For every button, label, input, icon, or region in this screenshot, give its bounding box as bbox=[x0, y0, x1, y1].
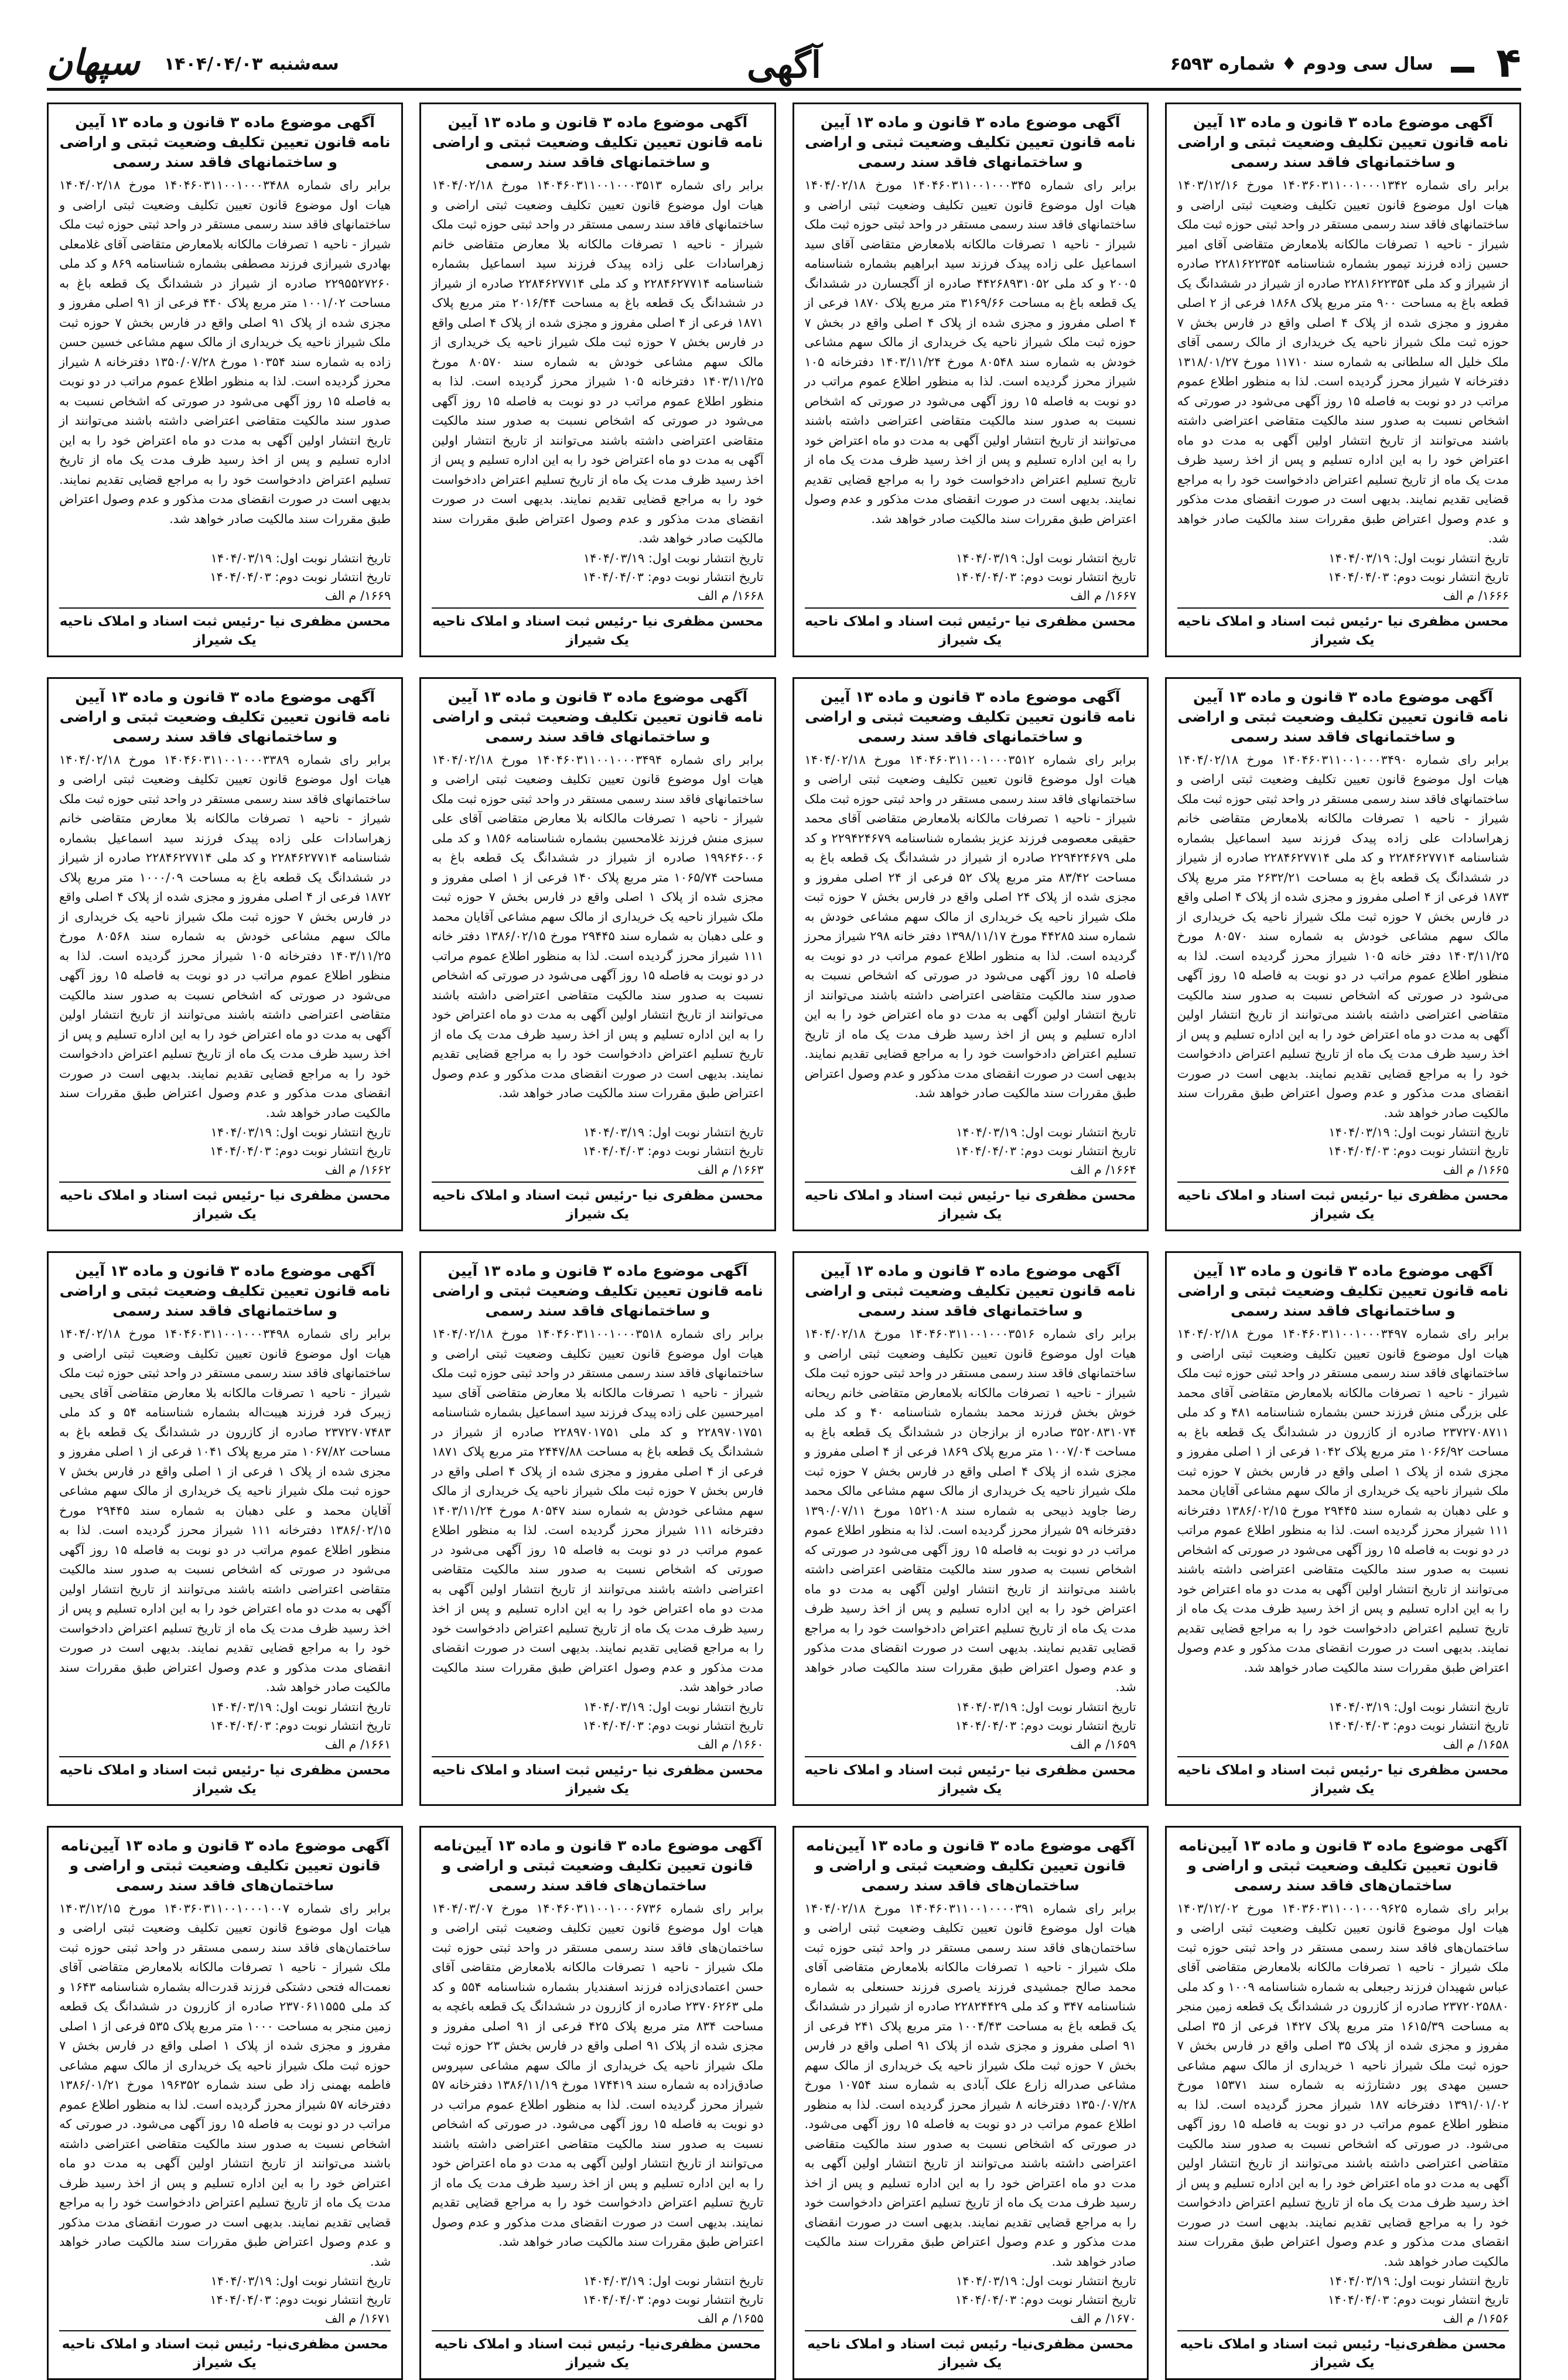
ad-box bbox=[792, 1251, 1149, 1806]
ad-body: برابر رای شماره ۱۴۰۴۶۰۳۱۱۰۰۱۰۰۰۳۴۹۴ مورخ ۱۴۰۴/۰۲/۱۸ هیات اول موضوع قانون تعیین تکلیف وضعیت ثبتی اراضی و ساختمانهای فاقد سند رسمی مستقر در واحد ثبتی حوزه ثبت ملک شیراز - ناحیه ۱ تصرفات مالکانه بلا معارض متقاضی آقای علی سبزی منش فرزند غلامحسین بشماره شناسنامه ۱۸۵۶ و کد ملی ۱۹۹۶۴۶۰۰۶ صادره از شیراز در ششدانگ یک قطعه باغ به مساحت ۱۰۶۵/۷۴ متر مربع پلاک ۱۴۰ فرعی از ۱ اصلی مفروز و مجزی شده از پلاک ۱ اصلی واقع در فارس بخش ۷ حوزه ثبت ملک شیراز ناحیه یک خریداری از مالک سهم مشاعی آقایان محمد و علی دهبان به شماره سند ۲۹۴۴۵ مورخ ۱۳۸۶/۰۲/۱۵ دفتر خانه ۱۱۱ شیراز محرز گردیده است. لذا به منظور اطلاع عموم مراتب در دو نوبت به فاصله ۱۵ روز آگهی می‌شود در صورتی که اشخاص نسبت به صدور سند مالکیت متقاضی اعتراضی داشته باشند می‌توانند از تاریخ انتشار اولین آگهی به مدت دو ماه اعتراض خود را به این اداره تسلیم و پس از اخذ رسید ظرف مدت یک ماه از تاریخ تسلیم اعتراض دادخواست خود را به مراجع قضایی تقدیم نمایند. بدیهی است در صورت انقضای مدت مذکور و عدم وصول اعتراض طبق مقررات سند مالکیت صادر خواهد شد. bbox=[432, 750, 763, 1124]
ad-title: آگهی موضوع ماده ۳ قانون و ماده ۱۳ آیین نامه قانون تعیین تکلیف وضعیت ثبتی و اراضی و ساختمانهای فاقد سند رسمی bbox=[432, 112, 763, 172]
ad-body: برابر رای شماره ۱۴۰۴۶۰۳۱۱۰۰۱۰۰۰۳۵۱۶ مورخ ۱۴۰۴/۰۲/۱۸ هیات اول موضوع قانون تعیین تکلیف وضعیت ثبتی اراضی و ساختمانهای فاقد سند رسمی مستقر در واحد ثبتی حوزه ثبت ملک شیراز - ناحیه ۱ تصرفات مالکانه بلامعارض متقاضی خانم ریحانه خوش بخش فرزند محمد بشماره شناسنامه ۴۰ و کد ملی ۳۵۲۰۸۳۱۰۷۴ صادره از برازجان در ششدانگ یک قطعه باغ به مساحت ۱۰۰۷/۰۴ متر مربع پلاک ۱۸۶۹ فرعی از ۴ اصلی مفروز و مجزی شده از پلاک ۴ اصلی واقع در فارس بخش ۷ حوزه ثبت ملک شیراز ناحیه یک خریداری از مالک سهم مشاعی مالک محمد رضا جاوید ذبیحی به شماره سند ۱۵۲۱۰۸ مورخ ۱۳۹۰/۰۷/۱۱ دفترخانه ۵۹ شیراز محرز گردیده است. لذا به منظور اطلاع عموم مراتب در دو نوبت به فاصله ۱۵ روز آگهی می‌شود در صورتی که اشخاص نسبت به صدور سند مالکیت متقاضی اعتراضی داشته باشند می‌توانند از تاریخ انتشار اولین آگهی به مدت دو ماه اعتراض خود را به این اداره تسلیم و پس از اخذ رسید ظرف مدت یک ماه از تاریخ تسلیم اعتراض دادخواست خود را به مراجع قضایی تقدیم نمایند. بدیهی است در صورت انقضای مدت مذکور و عدم وصول اعتراض طبق مقررات سند مالکیت صادر خواهد شد. bbox=[805, 1324, 1136, 1698]
ad-title: آگهی موضوع ماده ۳ قانون و ماده ۱۳ آیین نامه قانون تعیین تکلیف وضعیت ثبتی و اراضی و ساختمانهای فاقد سند رسمی bbox=[805, 112, 1136, 172]
ad-title: آگهی موضوع ماده ۳ قانون و ماده ۱۳ آیین نامه قانون تعیین تکلیف وضعیت ثبتی و اراضی و ساختمانهای فاقد سند رسمی bbox=[1177, 112, 1509, 172]
ad-body: برابر رای شماره ۱۴۰۴۶۰۳۱۱۰۰۱۰۰۰۳۴۹۷ مورخ ۱۴۰۴/۰۲/۱۸ هیات اول موضوع قانون تعیین تکلیف وضعیت ثبتی اراضی و ساختمانهای فاقد سند رسمی مستقر در واحد ثبتی حوزه ثبت ملک شیراز - ناحیه ۱ تصرفات مالکانه بلامعارض متقاضی آقای محمد علی بزرگی منش فرزند حسن بشماره شناسنامه ۴۸۱ و کد ملی ۲۳۷۲۷۰۸۷۱۱ صادره از کازرون در ششدانگ یک قطعه باغ به مساحت ۱۰۶۶/۹۲ متر مربع پلاک ۱۰۴۲ فرعی از ۱ اصلی مفروز و مجزی شده از پلاک ۱ اصلی واقع در فارس بخش ۷ حوزه ثبت ملک شیراز ناحیه یک خریداری از مالک سهم مشاعی آقایان محمد و علی دهبان به شماره سند ۲۹۴۴۵ مورخ ۱۳۸۶/۰۲/۱۵ دفترخانه ۱۱۱ شیراز محرز گردیده است. لذا به منظور اطلاع عموم مراتب در دو نوبت به فاصله ۱۵ روز آگهی می‌شود در صورتی که اشخاص نسبت به صدور سند مالکیت متقاضی اعتراضی داشته باشند می‌توانند از تاریخ انتشار اولین آگهی به مدت دو ماه اعتراض خود را به این اداره تسلیم و پس از اخذ رسید ظرف مدت یک ماه از تاریخ تسلیم اعتراض دادخواست خود را به مراجع قضایی تقدیم نمایند. بدیهی است در صورت انقضای مدت مذکور و عدم وصول اعتراض طبق مقررات سند مالکیت صادر خواهد شد. bbox=[1177, 1324, 1509, 1698]
ad-title: آگهی موضوع ماده ۳ قانون و ماده ۱۳ آیین نامه قانون تعیین تکلیف وضعیت ثبتی و اراضی و ساختمانهای فاقد سند رسمی bbox=[432, 687, 763, 747]
ad-box bbox=[1165, 1826, 1521, 2380]
ad-box bbox=[419, 1251, 776, 1806]
ad-date-first: تاریخ انتشار نوبت اول: ۱۴۰۴/۰۳/۱۹ bbox=[432, 1698, 763, 1716]
ad-box bbox=[419, 103, 776, 657]
ad-box bbox=[47, 1251, 403, 1806]
ad-date-first: تاریخ انتشار نوبت اول: ۱۴۰۴/۰۳/۱۹ bbox=[1177, 1698, 1509, 1716]
ad-title: آگهی موضوع ماده ۳ قانون و ماده ۱۳ آیین نامه قانون تعیین تکلیف وضعیت ثبتی و اراضی و ساختمانهای فاقد سند رسمی bbox=[805, 687, 1136, 747]
ad-date-second: تاریخ انتشار نوبت دوم: ۱۴۰۴/۰۴/۰۳ bbox=[59, 1142, 391, 1160]
publish-date: سه‌شنبه ۱۴۰۴/۰۴/۰۳ bbox=[164, 54, 339, 74]
ad-body: برابر رای شماره ۱۴۰۳۶۰۳۱۱۰۰۱۰۰۰۹۶۲۵ مورخ ۱۴۰۳/۱۲/۰۲ هیات اول موضوع قانون تعیین تکلیف وضعیت ثبتی اراضی و ساختمان‌های فاقد سند رسمی مستقر در واحد ثبتی حوزه ثبت ملک شیراز - ناحیه ۱ تصرفات مالکانه بلامعارض متقاضی آقای عباس شهیدان فرزند رجبعلی به شماره شناسنامه ۱۰۰۹ و کد ملی ۲۳۷۲۰۲۵۸۸۰ صادره از کازرون در ششدانگ یک قطعه زمین منجر به مساحت ۱۶۱۵/۳۹ متر مربع پلاک ۱۴۲۷ فرعی از ۳۵ اصلی مفروز و مجزی شده از پلاک ۳۵ اصلی واقع در فارس بخش ۷ حوزه ثبت ملک شیراز ناحیه ۱ خریداری از مالک سهم مشاعی حسین مهدی پور دشتارژنه به شماره سند ۱۵۳۷۱ مورخ ۱۳۹۱/۰۱/۰۲ دفترخانه ۱۸۷ شیراز محرز گردیده است. لذا به منظور اطلاع عموم مراتب در دو نوبت به فاصله ۱۵ روز آگهی می‌شود. در صورتی که اشخاص نسبت به صدور سند مالکیت متقاضی اعتراضی داشته باشند می‌توانند از تاریخ انتشار اولین آگهی به مدت دو ماه اعتراض خود را به این اداره تسلیم و پس از اخذ رسید ظرف مدت یک ماه از تاریخ تسلیم اعتراض دادخواست خود را به مراجع قضایی تقدیم نمایند. بدیهی است در صورت انقضای مدت مذکور و عدم وصول اعتراض طبق مقررات سند مالکیت صادر خواهد شد. bbox=[1177, 1899, 1509, 2272]
ad-body: برابر رای شماره ۱۴۰۴۶۰۳۱۱۰۰۱۰۰۰۳۵۱۲ مورخ ۱۴۰۴/۰۲/۱۸ هیات اول موضوع قانون تعیین تکلیف وضعیت ثبتی اراضی و ساختمانهای فاقد سند رسمی مستقر در واحد ثبتی حوزه ثبت ملک شیراز - ناحیه ۱ تصرفات مالکانه بلامعارض متقاضی آقای محمد حقیقی معصومی فرزند عزیز بشماره شناسنامه ۲۲۹۴۲۴۶۷۹ و کد ملی ۲۲۹۴۲۴۶۷۹ صادره از شیراز در ششدانگ یک قطعه باغ به مساحت ۸۳/۴۲ متر مربع پلاک ۵۲ فرعی از ۲۴ اصلی مفروز و مجزی شده از پلاک ۲۴ اصلی واقع در فارس بخش ۷ حوزه ثبت ملک شیراز ناحیه یک خریداری از مالک سهم مشاعی خودش به شماره سند ۴۴۲۸۵ مورخ ۱۳۹۸/۱۱/۱۷ دفتر خانه ۲۹۸ شیراز محرز گردیده است. لذا به منظور اطلاع عموم مراتب در دو نوبت به فاصله ۱۵ روز آگهی می‌شود در صورتی که اشخاص نسبت به صدور سند مالکیت متقاضی اعتراضی داشته باشند می‌توانند از تاریخ انتشار اولین آگهی به مدت دو ماه اعتراض خود را به این اداره تسلیم و پس از اخذ رسید ظرف مدت یک ماه از تاریخ تسلیم اعتراض دادخواست خود را به مراجع قضایی تقدیم نمایند. بدیهی است در صورت انقضای مدت مذکور و عدم وصول اعتراض طبق مقررات سند مالکیت صادر خواهد شد. bbox=[805, 750, 1136, 1124]
ad-date-first: تاریخ انتشار نوبت اول: ۱۴۰۴/۰۳/۱۹ bbox=[59, 1698, 391, 1716]
ad-code: ۱۶۵۹/ م الف bbox=[805, 1735, 1136, 1754]
page-number-bar bbox=[1451, 67, 1474, 73]
ad-date-first: تاریخ انتشار نوبت اول: ۱۴۰۴/۰۳/۱۹ bbox=[432, 2272, 763, 2290]
ad-date-second: تاریخ انتشار نوبت دوم: ۱۴۰۴/۰۴/۰۳ bbox=[432, 1716, 763, 1735]
ads-grid bbox=[47, 103, 1521, 2188]
ad-date-first: تاریخ انتشار نوبت اول: ۱۴۰۴/۰۳/۱۹ bbox=[805, 2272, 1136, 2290]
ad-code: ۱۶۷۰/ م الف bbox=[805, 2309, 1136, 2328]
ad-box bbox=[419, 1826, 776, 2380]
ad-title: آگهی موضوع ماده ۳ قانون و ماده ۱۳ آیین نامه قانون تعیین تکلیف وضعیت ثبتی و اراضی و ساختمانهای فاقد سند رسمی bbox=[805, 1261, 1136, 1321]
ad-box bbox=[792, 103, 1149, 657]
ad-date-second: تاریخ انتشار نوبت دوم: ۱۴۰۴/۰۴/۰۳ bbox=[805, 2290, 1136, 2309]
ad-code: ۱۶۶۴/ م الف bbox=[805, 1160, 1136, 1179]
ad-body: برابر رای شماره ۱۴۰۴۶۰۳۱۱۰۰۱۰۰۰۳۴۹۸ مورخ ۱۴۰۴/۰۲/۱۸ هیات اول موضوع قانون تعیین تکلیف وضعیت ثبتی اراضی و ساختمانهای فاقد سند رسمی مستقر در واحد ثبتی حوزه ثبت ملک شیراز - ناحیه ۱ تصرفات مالکانه بلا معارض متقاضی آقای یحیی زیبرک فرد فرزند هیبت‌اله بشماره شناسنامه ۵۴ و کد ملی ۲۳۷۲۷۰۷۴۸۳ صادره از کازرون در ششدانگ یک قطعه باغ به مساحت ۱۰۶۷/۸۲ متر مربع پلاک ۱۰۴۱ فرعی از ۱ اصلی مفروز و مجزی شده از پلاک ۱ فرعی از ۱ اصلی واقع در فارس بخش ۷ حوزه ثبت ملک شیراز ناحیه یک خریداری از مالک سهم مشاعی آقایان محمد و علی دهبان به شماره سند ۲۹۴۴۵ مورخ ۱۳۸۶/۰۲/۱۵ دفترخانه ۱۱۱ شیراز محرز گردیده است. لذا به منظور اطلاع عموم مراتب در دو نوبت به فاصله ۱۵ روز آگهی می‌شود در صورتی که اشخاص نسبت به صدور سند مالکیت متقاضی اعتراضی داشته باشند می‌توانند از تاریخ انتشار اولین آگهی به مدت دو ماه اعتراض خود را به این اداره تسلیم و پس از اخذ رسید ظرف مدت یک ماه از تاریخ تسلیم اعتراض دادخواست خود را به مراجع قضایی تقدیم نمایند. بدیهی است در صورت انقضای مدت مذکور و عدم وصول اعتراض طبق مقررات سند مالکیت صادر خواهد شد. bbox=[59, 1324, 391, 1698]
ad-date-first: تاریخ انتشار نوبت اول: ۱۴۰۴/۰۳/۱۹ bbox=[805, 549, 1136, 568]
newspaper-logo: سپهان bbox=[47, 42, 139, 83]
ad-title: آگهی موضوع ماده ۳ قانون و ماده ۱۳ آیین نامه قانون تعیین تکلیف وضعیت ثبتی و اراضی و ساختمانهای فاقد سند رسمی bbox=[59, 112, 391, 172]
ad-box bbox=[1165, 103, 1521, 657]
ad-signer: محسن مظفری نیا -رئیس ثبت اسناد و املاک ناحیه یک شیراز bbox=[432, 1182, 763, 1224]
ad-date-first: تاریخ انتشار نوبت اول: ۱۴۰۴/۰۳/۱۹ bbox=[432, 1123, 763, 1142]
ad-signer: محسن مظفری‌نیا- رئیس ثبت اسناد و املاک ناحیه یک شیراز bbox=[805, 2330, 1136, 2372]
ad-body: برابر رای شماره ۱۴۰۴۶۰۳۱۱۰۰۱۰۰۰۳۴۸۸ مورخ ۱۴۰۴/۰۲/۱۸ هیات اول موضوع قانون تعیین تکلیف وضعیت ثبتی اراضی و ساختمانهای فاقد سند رسمی مستقر در واحد ثبتی حوزه ثبت ملک شیراز - ناحیه ۱ تصرفات مالکانه بلامعارض متقاضی آقای غلامعلی بهادری شیرازی فرزند مصطفی بشماره شناسنامه ۸۶۹ و کد ملی ۲۲۹۵۵۲۷۲۶۰ صادره از شیراز در ششدانگ یک قطعه باغ به مساحت ۱۰۰۱/۰۲ متر مربع پلاک ۴۴۰ فرعی از ۹۱ اصلی مفروز و مجزی شده از پلاک ۹۱ اصلی واقع در فارس بخش ۷ حوزه ثبت ملک شیراز ناحیه یک خریداری از مالک سهم مشاعی خسین حسن زاده به شماره سند ۱۰۳۵۴ مورخ ۱۳۵۰/۰۷/۲۸ دفترخانه ۸ شیراز محرز گردیده است. لذا به منظور اطلاع عموم مراتب در دو نوبت به فاصله ۱۵ روز آگهی می‌شود در صورتی که اشخاص نسبت به صدور سند مالکیت متقاضی اعتراضی داشته باشند می‌توانند از تاریخ انتشار اولین آگهی به مدت دو ماه اعتراض خود را به این اداره تسلیم و پس از اخذ رسید ظرف مدت یک ماه از تاریخ تسلیم اعتراض دادخواست خود را به مراجع قضایی تقدیم نمایند. بدیهی است در صورت انقضای مدت مذکور و عدم وصول اعتراض طبق مقررات سند مالکیت صادر خواهد شد. bbox=[59, 176, 391, 549]
ad-code: ۱۶۵۶/ م الف bbox=[1177, 2309, 1509, 2328]
ad-date-second: تاریخ انتشار نوبت دوم: ۱۴۰۴/۰۴/۰۳ bbox=[1177, 1142, 1509, 1160]
ad-code: ۱۶۶۱/ م الف bbox=[59, 1735, 391, 1754]
ad-date-second: تاریخ انتشار نوبت دوم: ۱۴۰۴/۰۴/۰۳ bbox=[805, 1716, 1136, 1735]
ad-code: ۱۶۷۱/ م الف bbox=[59, 2309, 391, 2328]
ad-code: ۱۶۶۰/ م الف bbox=[432, 1735, 763, 1754]
ad-date-second: تاریخ انتشار نوبت دوم: ۱۴۰۴/۰۴/۰۳ bbox=[805, 568, 1136, 586]
ad-box bbox=[47, 677, 403, 1232]
ad-date-second: تاریخ انتشار نوبت دوم: ۱۴۰۴/۰۴/۰۳ bbox=[1177, 1716, 1509, 1735]
ad-title: آگهی موضوع ماده ۳ قانون و ماده ۱۳ آیین‌نامه قانون تعیین تکلیف وضعیت ثبتی و اراضی و ساختمان‌های فاقد سند رسمی bbox=[432, 1836, 763, 1896]
page-number: ۴ bbox=[1496, 42, 1521, 83]
ad-body: برابر رای شماره ۱۴۰۴۶۰۳۱۱۰۰۱۰۰۰۳۴۹۰ مورخ ۱۴۰۴/۰۲/۱۸ هیات اول موضوع قانون تعیین تکلیف وضعیت ثبتی اراضی و ساختمانهای فاقد سند رسمی مستقر در واحد ثبتی حوزه ثبت ملک شیراز - ناحیه ۱ تصرفات مالکانه بلامعارض متقاضی خانم زهراسادات علی زاده پیدک فرزند سید اسماعیل بشماره شناسنامه ۲۲۸۴۶۲۷۷۱۴ و کد ملی ۲۲۸۴۶۲۷۷۱۴ صادره از شیراز در ششدانگ یک قطعه باغ به مساحت ۲۶۳۲/۲۱ متر مربع پلاک ۱۸۷۳ فرعی از ۴ اصلی مفروز و مجزی شده از پلاک ۴ اصلی واقع در فارس بخش ۷ حوزه ثبت ملک شیراز ناحیه یک خریداری از مالک سهم مشاعی خودش به شماره سند ۸۰۵۷۰ مورخ ۱۴۰۳/۱۱/۲۵ دفتر خانه ۱۰۵ شیراز محرز گردیده است. لذا به منظور اطلاع عموم مراتب در دو نوبت به فاصله ۱۵ روز آگهی می‌شود در صورتی که اشخاص نسبت به صدور سند مالکیت متقاضی اعتراضی داشته باشند می‌توانند از تاریخ انتشار اولین آگهی به مدت دو ماه اعتراض خود را به این اداره تسلیم و پس از اخذ رسید ظرف مدت یک ماه از تاریخ تسلیم اعتراض دادخواست خود را به مراجع قضایی تقدیم نمایند. بدیهی است در صورت انقضای مدت مذکور و عدم وصول اعتراض طبق مقررات سند مالکیت صادر خواهد شد. bbox=[1177, 750, 1509, 1124]
ad-box bbox=[1165, 1251, 1521, 1806]
ad-signer: محسن مظفری نیا -رئیس ثبت اسناد و املاک ناحیه یک شیراز bbox=[1177, 607, 1509, 650]
ad-body: برابر رای شماره ۱۴۰۳۶۰۳۱۱۰۰۱۰۰۰۱۳۴۲ مورخ ۱۴۰۳/۱۲/۱۶ هیات اول موضوع قانون تعیین تکلیف وضعیت ثبتی اراضی و ساختمانهای فاقد سند رسمی مستقر در واحد ثبتی حوزه ثبت ملک شیراز - ناحیه ۱ تصرفات مالکانه بلامعارض متقاضی آقای امیر حسین زاده فرزند تیمور بشماره شناسنامه ۲۲۸۱۶۲۲۳۵۴ صادره از شیراز و کد ملی ۲۲۸۱۶۲۲۳۵۴ صادره از شیراز در ششدانگ یک قطعه باغ به مساحت ۹۰۰ متر مربع پلاک ۱۸۶۸ فرعی از ۲ اصلی مفروز و مجزی شده از پلاک ۴ اصلی واقع در فارس بخش ۷ حوزه ثبت ملک شیراز ناحیه یک خریداری از مالک رسمی آقای ملک خلیل اله سلطانی به شماره سند ۱۱۷۱۰ مورخ ۱۳۱۸/۰۱/۲۷ دفترخانه ۷ شیراز محرز گردیده است. لذا به منظور اطلاع عموم مراتب در دو نوبت به فاصله ۱۵ روز آگهی می‌شود در صورتی که اشخاص نسبت به صدور سند مالکیت متقاضی اعتراضی داشته باشند می‌توانند از تاریخ انتشار اولین آگهی به مدت دو ماه اعتراض خود را به این اداره تسلیم و پس از اخذ رسید ظرف مدت یک ماه از تاریخ تسلیم اعتراض دادخواست خود را به مراجع قضایی تقدیم نمایند. بدیهی است در صورت انقضای مدت مذکور و عدم وصول اعتراض طبق مقررات سند مالکیت صادر خواهد شد. bbox=[1177, 176, 1509, 549]
issue-info: سال سی ودوم ♦ شماره ۶۵۹۳ bbox=[1170, 54, 1433, 74]
ad-date-first: تاریخ انتشار نوبت اول: ۱۴۰۴/۰۳/۱۹ bbox=[59, 2272, 391, 2290]
ad-date-first: تاریخ انتشار نوبت اول: ۱۴۰۴/۰۳/۱۹ bbox=[1177, 549, 1509, 568]
ad-signer: محسن مظفری نیا -رئیس ثبت اسناد و املاک ناحیه یک شیراز bbox=[432, 607, 763, 650]
ad-signer: محسن مظفری نیا -رئیس ثبت اسناد و املاک ناحیه یک شیراز bbox=[1177, 1756, 1509, 1798]
ad-signer: محسن مظفری نیا -رئیس ثبت اسناد و املاک ناحیه یک شیراز bbox=[432, 1756, 763, 1798]
ad-signer: محسن مظفری‌نیا- رئیس ثبت اسناد و املاک ناحیه یک شیراز bbox=[1177, 2330, 1509, 2372]
page-header bbox=[47, 41, 1521, 91]
ad-code: ۱۶۶۶/ م الف bbox=[1177, 586, 1509, 605]
ad-title: آگهی موضوع ماده ۳ قانون و ماده ۱۳ آیین‌نامه قانون تعیین تکلیف وضعیت ثبتی و اراضی و ساختمان‌های فاقد سند رسمی bbox=[805, 1836, 1136, 1896]
ad-box bbox=[1165, 677, 1521, 1232]
ad-title: آگهی موضوع ماده ۳ قانون و ماده ۱۳ آیین نامه قانون تعیین تکلیف وضعیت ثبتی و اراضی و ساختمانهای فاقد سند رسمی bbox=[1177, 687, 1509, 747]
ad-code: ۱۶۶۵/ م الف bbox=[1177, 1160, 1509, 1179]
ad-body: برابر رای شماره ۱۴۰۴۶۰۳۱۱۰۰۱۰۰۰۳۵۱۸ مورخ ۱۴۰۴/۰۲/۱۸ هیات اول موضوع قانون تعیین تکلیف وضعیت ثبتی اراضی و ساختمانهای فاقد سند رسمی مستقر در واحد ثبتی حوزه ثبت ملک شیراز - ناحیه ۱ تصرفات مالکانه بلا معارض متقاضی آقای سید امیرحسین علی زاده پیدک فرزند سید اسماعیل بشماره شناسنامه ۲۲۸۹۷۰۱۷۵۱ و کد ملی ۲۲۸۹۷۰۱۷۵۱ صادره از شیراز در ششدانگ یک قطعه باغ به مساحت ۲۴۴۷/۸۸ متر مربع پلاک ۱۸۷۱ فرعی از ۴ اصلی مفروز و مجزی شده از پلاک ۴ اصلی واقع در فارس بخش ۷ حوزه ثبت ملک شیراز ناحیه یک خریداری از مالک سهم مشاعی خودش به شماره سند ۸۰۵۴۷ مورخ ۱۴۰۳/۱۱/۲۴ دفترخانه ۱۱۱ شیراز محرز گردیده است. لذا به منظور اطلاع عموم مراتب در دو نوبت به فاصله ۱۵ روز آگهی می‌شود در صورتی که اشخاص نسبت به صدور سند مالکیت متقاضی اعتراضی داشته باشند می‌توانند از تاریخ انتشار اولین آگهی به مدت دو ماه اعتراض خود را به این اداره تسلیم و پس از اخذ رسید ظرف مدت یک ماه از تاریخ تسلیم اعتراض دادخواست خود را به مراجع قضایی تقدیم نمایند. بدیهی است در صورت انقضای مدت مذکور و عدم وصول اعتراض طبق مقررات سند مالکیت صادر خواهد شد. bbox=[432, 1324, 763, 1698]
ad-date-first: تاریخ انتشار نوبت اول: ۱۴۰۴/۰۳/۱۹ bbox=[1177, 1123, 1509, 1142]
ad-body: برابر رای شماره ۱۴۰۴۶۰۳۱۱۰۰۱۰۰۰۳۵۱۳ مورخ ۱۴۰۴/۰۲/۱۸ هیات اول موضوع قانون تعیین تکلیف وضعیت ثبتی اراضی و ساختمانهای فاقد سند رسمی مستقر در واحد ثبتی حوزه ثبت ملک شیراز - ناحیه ۱ تصرفات مالکانه بلا معارض متقاضی خانم زهراسادات علی زاده پیدک فرزند سید اسماعیل بشماره شناسنامه ۲۲۸۴۶۲۷۷۱۴ و کد ملی ۲۲۸۴۶۲۷۷۱۴ صادره از شیراز در ششدانگ یک قطعه باغ به مساحت ۲۰۱۶/۴۴ متر مربع پلاک ۱۸۷۱ فرعی از ۴ اصلی مفروز و مجزی شده از پلاک ۴ اصلی واقع در فارس بخش ۷ حوزه ثبت ملک شیراز ناحیه یک خریداری از مالک سهم مشاعی خودش به شماره سند ۸۰۵۷۰ مورخ ۱۴۰۳/۱۱/۲۵ دفترخانه ۱۰۵ شیراز محرز گردیده است. لذا به منظور اطلاع عموم مراتب در دو نوبت به فاصله ۱۵ روز آگهی می‌شود در صورتی که اشخاص نسبت به صدور سند مالکیت متقاضی اعتراضی داشته باشند می‌توانند از تاریخ انتشار اولین آگهی به مدت دو ماه اعتراض خود را به این اداره تسلیم و پس از اخذ رسید ظرف مدت یک ماه از تاریخ تسلیم اعتراض دادخواست خود را به مراجع قضایی تقدیم نمایند. بدیهی است در صورت انقضای مدت مذکور و عدم وصول اعتراض طبق مقررات سند مالکیت صادر خواهد شد. bbox=[432, 176, 763, 549]
ad-code: ۱۶۶۲/ م الف bbox=[59, 1160, 391, 1179]
ad-signer: محسن مظفری نیا -رئیس ثبت اسناد و املاک ناحیه یک شیراز bbox=[805, 1182, 1136, 1224]
ad-body: برابر رای شماره ۱۴۰۴۶۰۳۱۱۰۰۱۰۰۰۳۳۸۹ مورخ ۱۴۰۴/۰۲/۱۸ هیات اول موضوع قانون تعیین تکلیف وضعیت ثبتی اراضی و ساختمانهای فاقد سند رسمی مستقر در واحد ثبتی حوزه ثبت ملک شیراز - ناحیه ۱ تصرفات مالکانه بلا معارض متقاضی خانم زهراسادات علی زاده پیدک فرزند سید اسماعیل بشماره شناسنامه ۲۲۸۴۶۲۷۷۱۴ و کد ملی ۲۲۸۴۶۲۷۷۱۴ صادره از شیراز در ششدانگ یک قطعه باغ به مساحت ۱۰۰۰/۰۹ متر مربع پلاک ۱۸۷۲ فرعی از ۴ اصلی مفروز و مجزی شده از پلاک ۴ اصلی واقع در فارس بخش ۷ حوزه ثبت ملک شیراز ناحیه یک خریداری از مالک سهم مشاعی خودش به شماره سند ۸۰۵۶۸ مورخ ۱۴۰۳/۱۱/۲۵ دفترخانه ۱۰۵ شیراز محرز گردیده است. لذا به منظور اطلاع عموم مراتب در دو نوبت به فاصله ۱۵ روز آگهی می‌شود در صورتی که اشخاص نسبت به صدور سند مالکیت متقاضی اعتراضی داشته باشند می‌توانند از تاریخ انتشار اولین آگهی به مدت دو ماه اعتراض خود را به این اداره تسلیم و پس از اخذ رسید ظرف مدت یک ماه از تاریخ تسلیم اعتراض دادخواست خود را به مراجع قضایی تقدیم نمایند. بدیهی است در صورت انقضای مدت مذکور و عدم وصول اعتراض طبق مقررات سند مالکیت صادر خواهد شد. bbox=[59, 750, 391, 1124]
ad-date-second: تاریخ انتشار نوبت دوم: ۱۴۰۴/۰۴/۰۳ bbox=[432, 568, 763, 586]
ad-date-second: تاریخ انتشار نوبت دوم: ۱۴۰۴/۰۴/۰۳ bbox=[1177, 2290, 1509, 2309]
ad-box bbox=[792, 1826, 1149, 2380]
ad-date-first: تاریخ انتشار نوبت اول: ۱۴۰۴/۰۳/۱۹ bbox=[805, 1698, 1136, 1716]
section-title: آگهی bbox=[747, 43, 821, 86]
ad-signer: محسن مظفری نیا -رئیس ثبت اسناد و املاک ناحیه یک شیراز bbox=[59, 1182, 391, 1224]
ad-code: ۱۶۵۵/ م الف bbox=[432, 2309, 763, 2328]
ad-date-first: تاریخ انتشار نوبت اول: ۱۴۰۴/۰۳/۱۹ bbox=[432, 549, 763, 568]
ad-signer: محسن مظفری‌نیا- رئیس ثبت اسناد و املاک ناحیه یک شیراز bbox=[432, 2330, 763, 2372]
ad-date-second: تاریخ انتشار نوبت دوم: ۱۴۰۴/۰۴/۰۳ bbox=[432, 2290, 763, 2309]
ad-signer: محسن مظفری نیا -رئیس ثبت اسناد و املاک ناحیه یک شیراز bbox=[1177, 1182, 1509, 1224]
ad-date-second: تاریخ انتشار نوبت دوم: ۱۴۰۴/۰۴/۰۳ bbox=[1177, 568, 1509, 586]
ad-code: ۱۶۶۷/ م الف bbox=[805, 586, 1136, 605]
ad-signer: محسن مظفری نیا -رئیس ثبت اسناد و املاک ناحیه یک شیراز bbox=[59, 607, 391, 650]
ad-box bbox=[47, 103, 403, 657]
ad-title: آگهی موضوع ماده ۳ قانون و ماده ۱۳ آیین نامه قانون تعیین تکلیف وضعیت ثبتی و اراضی و ساختمانهای فاقد سند رسمی bbox=[59, 687, 391, 747]
ad-signer: محسن مظفری نیا -رئیس ثبت اسناد و املاک ناحیه یک شیراز bbox=[805, 1756, 1136, 1798]
ad-body: برابر رای شماره ۱۴۰۴۶۰۳۱۱۰۰۱۰۰۰۰۳۹۱ مورخ ۱۴۰۴/۰۲/۱۸ هیات اول موضوع قانون تعیین تکلیف وضعیت ثبتی اراضی و ساختمان‌های فاقد سند رسمی مستقر در واحد ثبتی حوزه ثبت ملک شیراز - ناحیه ۱ تصرفات مالکانه بلامعارض متقاضی آقای محمد صالح جمشیدی فرزند یاصری فرزند حسنعلی به شماره شناسنامه ۳۴۷ و کد ملی ۲۲۸۲۴۴۲۹ صادره از شیراز در ششدانگ یک قطعه باغ به مساحت ۱۰۰۴/۴۳ متر مربع پلاک ۲۴۱ فرعی از ۹۱ اصلی مفروز و مجزی شده از پلاک ۹۱ اصلی واقع در فارس بخش ۷ حوزه ثبت ملک شیراز ناحیه یک خریداری از مالک سهم مشاعی صدراله زارع علک آبادی به شماره سند ۱۰۷۵۴ مورخ ۱۳۵۰/۰۷/۲۸ دفترخانه ۸ شیراز محرز گردیده است. لذا به منظور اطلاع عموم مراتب در دو نوبت به فاصله ۱۵ روز آگهی می‌شود. در صورتی که اشخاص نسبت به صدور سند مالکیت متقاضی اعتراضی داشته باشند می‌توانند از تاریخ انتشار اولین آگهی به مدت دو ماه اعتراض خود را به این اداره تسلیم و پس از اخذ رسید ظرف مدت یک ماه از تاریخ تسلیم اعتراض دادخواست خود را به مراجع قضایی تقدیم نمایند. بدیهی است در صورت انقضای مدت مذکور و عدم وصول اعتراض طبق مقررات سند مالکیت صادر خواهد شد. bbox=[805, 1899, 1136, 2272]
ad-code: ۱۶۶۹/ م الف bbox=[59, 586, 391, 605]
ad-title: آگهی موضوع ماده ۳ قانون و ماده ۱۳ آیین‌نامه قانون تعیین تکلیف وضعیت ثبتی و اراضی و ساختمان‌های فاقد سند رسمی bbox=[1177, 1836, 1509, 1896]
ad-box bbox=[419, 677, 776, 1232]
ad-box bbox=[47, 1826, 403, 2380]
ad-body: برابر رای شماره ۱۴۰۴۶۰۳۱۱۰۰۱۰۰۰۶۷۳۶ مورخ ۱۴۰۴/۰۳/۰۷ هیات اول موضوع قانون تعیین تکلیف وضعیت ثبتی اراضی و ساختمان‌های فاقد سند رسمی مستقر در واحد ثبتی حوزه ثبت ملک شیراز - ناحیه ۱ تصرفات مالکانه بلامعارض متقاضی آقای حسن اعتمادی‌زاده فرزند اسفندیار بشماره شناسنامه ۵۵۴ و کد ملی ۲۳۷۰۶۲۶۳ صادره از کازرون در ششدانگ یک قطعه باغچه به مساحت ۸۳۴ متر مربع پلاک ۴۲۵ فرعی از ۹۱ اصلی مفروز و مجزی شده از پلاک ۹۱ اصلی واقع در فارس بخش ۲۳ حوزه ثبت ملک شیراز ناحیه یک خریداری از مالک سهم مشاعی سپروس صادق‌زاده به شماره سند ۱۷۴۴۱۹ مورخ ۱۳۸۶/۱۱/۱۹ دفترخانه ۵۷ شیراز محرز گردیده است. لذا به منظور اطلاع عموم مراتب در دو نوبت به فاصله ۱۵ روز آگهی می‌شود. در صورتی که اشخاص نسبت به صدور سند مالکیت متقاضی اعتراضی داشته باشند می‌توانند از تاریخ انتشار اولین آگهی به مدت دو ماه اعتراض خود را به این اداره تسلیم و پس از اخذ رسید ظرف مدت یک ماه از تاریخ تسلیم اعتراض دادخواست خود را به مراجع قضایی تقدیم نمایند. بدیهی است در صورت انقضای مدت مذکور و عدم وصول اعتراض طبق مقررات سند مالکیت صادر خواهد شد. bbox=[432, 1899, 763, 2272]
ad-code: ۱۶۵۸/ م الف bbox=[1177, 1735, 1509, 1754]
ad-date-first: تاریخ انتشار نوبت اول: ۱۴۰۴/۰۳/۱۹ bbox=[805, 1123, 1136, 1142]
ad-date-second: تاریخ انتشار نوبت دوم: ۱۴۰۴/۰۴/۰۳ bbox=[805, 1142, 1136, 1160]
ad-signer: محسن مظفری نیا -رئیس ثبت اسناد و املاک ناحیه یک شیراز bbox=[805, 607, 1136, 650]
ad-title: آگهی موضوع ماده ۳ قانون و ماده ۱۳ آیین نامه قانون تعیین تکلیف وضعیت ثبتی و اراضی و ساختمانهای فاقد سند رسمی bbox=[59, 1261, 391, 1321]
ad-code: ۱۶۶۸/ م الف bbox=[432, 586, 763, 605]
ad-date-second: تاریخ انتشار نوبت دوم: ۱۴۰۴/۰۴/۰۳ bbox=[59, 568, 391, 586]
ad-title: آگهی موضوع ماده ۳ قانون و ماده ۱۳ آیین نامه قانون تعیین تکلیف وضعیت ثبتی و اراضی و ساختمانهای فاقد سند رسمی bbox=[432, 1261, 763, 1321]
ad-date-second: تاریخ انتشار نوبت دوم: ۱۴۰۴/۰۴/۰۳ bbox=[59, 1716, 391, 1735]
ad-signer: محسن مظفری‌نیا- رئیس ثبت اسناد و املاک ناحیه یک شیراز bbox=[59, 2330, 391, 2372]
ad-date-first: تاریخ انتشار نوبت اول: ۱۴۰۴/۰۳/۱۹ bbox=[59, 1123, 391, 1142]
ad-date-first: تاریخ انتشار نوبت اول: ۱۴۰۴/۰۳/۱۹ bbox=[1177, 2272, 1509, 2290]
ad-date-first: تاریخ انتشار نوبت اول: ۱۴۰۴/۰۳/۱۹ bbox=[59, 549, 391, 568]
ad-body: برابر رای شماره ۱۴۰۴۶۰۳۱۱۰۰۱۰۰۰۳۴۵ مورخ ۱۴۰۴/۰۲/۱۸ هیات اول موضوع قانون تعیین تکلیف وضعیت ثبتی اراضی و ساختمانهای فاقد سند رسمی مستقر در واحد ثبتی حوزه ثبت ملک شیراز - ناحیه ۱ تصرفات مالکانه بلامعارض متقاضی آقای سید اسماعیل علی زاده پیدک فرزند سید ابراهیم بشماره شناسنامه ۲۰۰۵ و کد ملی ۴۴۲۶۸۹۳۱۰۵۲ صادره از آگجسارن در ششدانگ یک قطعه باغ به مساحت ۳۱۶۹/۶۶ متر مربع پلاک ۱۸۷۰ فرعی از ۴ اصلی مفروز و مجزی شده از پلاک ۴ اصلی واقع در بخش ۷ حوزه ثبت ملک شیراز ناحیه یک خریداری از مالک سهم مشاعی خودش به شماره سند ۸۰۵۴۸ مورخ ۱۴۰۳/۱۱/۲۴ دفترخانه ۱۰۵ شیراز محرز گردیده است. لذا به منظور اطلاع عموم مراتب در دو نوبت به فاصله ۱۵ روز آگهی می‌شود در صورتی که اشخاص نسبت به صدور سند مالکیت متقاضی اعتراضی داشته باشند می‌توانند از تاریخ انتشار اولین آگهی به مدت دو ماه اعتراض خود را به این اداره تسلیم و پس از اخذ رسید ظرف مدت یک ماه از تاریخ تسلیم اعتراض دادخواست خود را به مراجع قضایی تقدیم نمایند. بدیهی است در صورت انقضای مدت مذکور و عدم وصول اعتراض طبق مقررات سند مالکیت صادر خواهد شد. bbox=[805, 176, 1136, 549]
ad-date-second: تاریخ انتشار نوبت دوم: ۱۴۰۴/۰۴/۰۳ bbox=[59, 2290, 391, 2309]
ad-code: ۱۶۶۳/ م الف bbox=[432, 1160, 763, 1179]
ad-title: آگهی موضوع ماده ۳ قانون و ماده ۱۳ آیین‌نامه قانون تعیین تکلیف وضعیت ثبتی و اراضی و ساختمان‌های فاقد سند رسمی bbox=[59, 1836, 391, 1896]
ad-date-second: تاریخ انتشار نوبت دوم: ۱۴۰۴/۰۴/۰۳ bbox=[432, 1142, 763, 1160]
ad-box bbox=[792, 677, 1149, 1232]
ad-signer: محسن مظفری نیا -رئیس ثبت اسناد و املاک ناحیه یک شیراز bbox=[59, 1756, 391, 1798]
ad-body: برابر رای شماره ۱۴۰۳۶۰۳۱۱۰۰۱۰۰۰۱۰۰۷ مورخ ۱۴۰۳/۱۲/۱۵ هیات اول موضوع قانون تعیین تکلیف وضعیت ثبتی اراضی و ساختمان‌های فاقد سند رسمی مستقر در واحد ثبتی حوزه ثبت ملک شیراز - ناحیه ۱ تصرفات مالکانه بلامعارض متقاضی آقای نعمت‌اله فتحی دشتکی فرزند قدرت‌اله بشماره شناسنامه ۱۶۴۳ و کد ملی ۲۳۷۰۶۱۱۵۵۵ صادره از کازرون در ششدانگ یک قطعه زمین منجر به مساحت ۱۰۰۰ متر مربع پلاک ۵۳۵ فرعی از ۱ اصلی مفروز و مجزی شده از پلاک ۱ اصلی واقع در فارس بخش ۷ حوزه ثبت ملک شیراز ناحیه یک خریداری از مالک سهم مشاعی فاطمه بهمنی زاد طی سند شماره ۱۹۶۳۵۲ مورخ ۱۳۸۶/۰۱/۲۱ دفترخانه ۵۷ شیراز محرز گردیده است. لذا به منظور اطلاع عموم مراتب در دو نوبت به فاصله ۱۵ روز آگهی می‌شود. در صورتی که اشخاص نسبت به صدور سند مالکیت متقاضی اعتراضی داشته باشند می‌توانند از تاریخ انتشار اولین آگهی به مدت دو ماه اعتراض خود را به این اداره تسلیم و پس از اخذ رسید ظرف مدت یک ماه از تاریخ تسلیم اعتراض دادخواست خود را به مراجع قضایی تقدیم نمایند. بدیهی است در صورت انقضای مدت مذکور و عدم وصول اعتراض طبق مقررات سند مالکیت صادر خواهد شد. bbox=[59, 1899, 391, 2272]
ad-title: آگهی موضوع ماده ۳ قانون و ماده ۱۳ آیین نامه قانون تعیین تکلیف وضعیت ثبتی و اراضی و ساختمانهای فاقد سند رسمی bbox=[1177, 1261, 1509, 1321]
